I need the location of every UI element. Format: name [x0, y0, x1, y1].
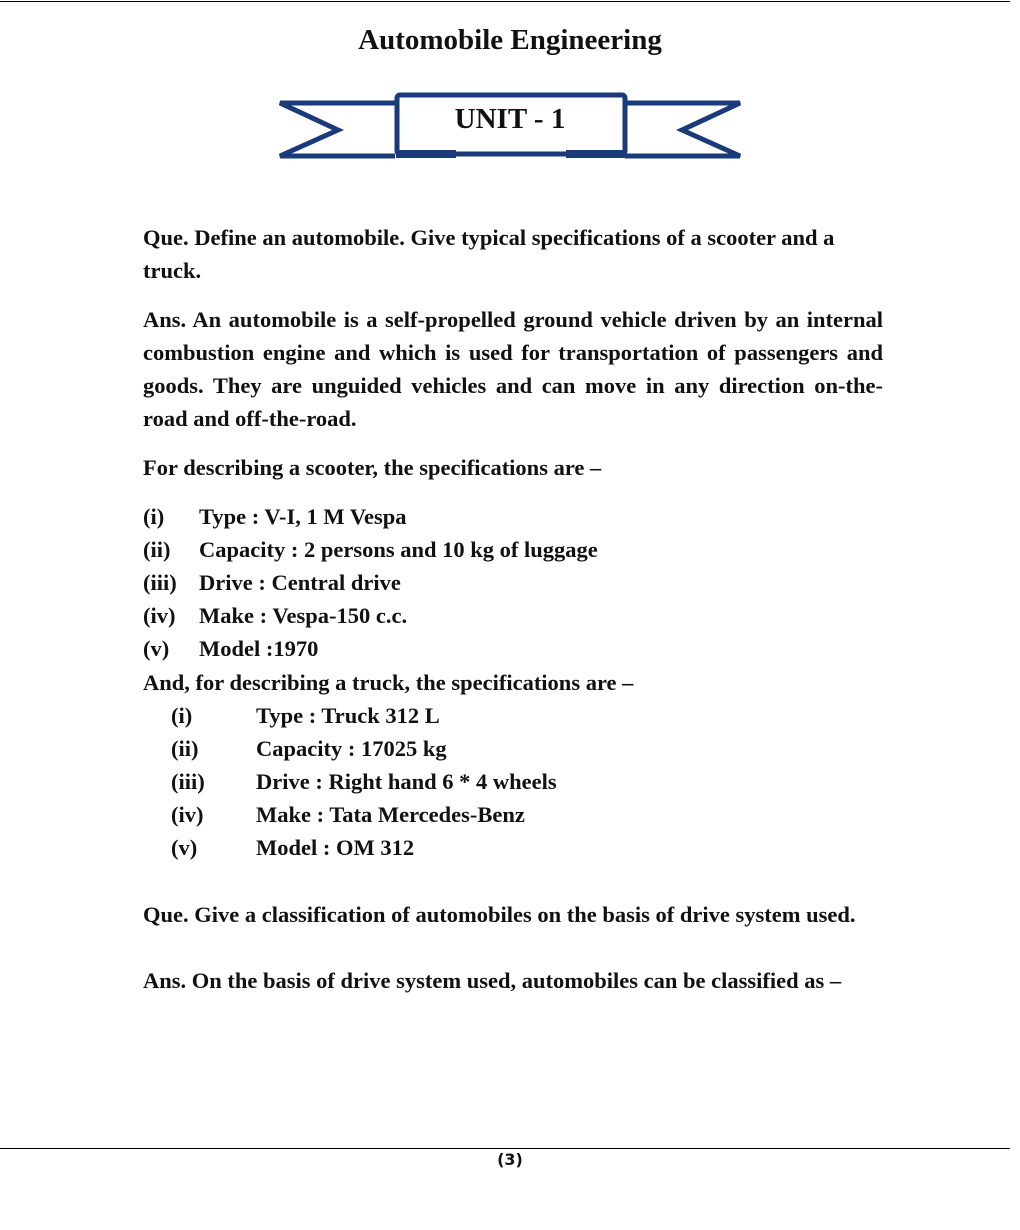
footer-rule — [0, 1148, 1010, 1149]
spec-number: (iii) — [143, 570, 177, 595]
spec-text: Model :1970 — [199, 636, 319, 661]
spec-text: Type : Truck 312 L — [256, 703, 440, 728]
unit-label: UNIT - 1 — [454, 103, 566, 135]
spec-text: Drive : Right hand 6 * 4 wheels — [256, 769, 557, 794]
truck-intro: And, for describing a truck, the specifications are – — [143, 670, 634, 695]
question-1: Que. Define an automobile. Give typical specifications of a scooter and a truck. — [143, 225, 835, 283]
spec-number: (iv) — [143, 603, 176, 628]
spec-number: (ii) — [171, 736, 199, 761]
spec-number: (iii) — [171, 769, 205, 794]
spec-text: Capacity : 17025 kg — [256, 736, 447, 761]
spec-text: Type : V-I, 1 M Vespa — [199, 504, 407, 529]
scooter-intro: For describing a scooter, the specifications are – — [143, 455, 602, 480]
spec-text: Drive : Central drive — [199, 570, 401, 595]
spec-text: Make : Vespa-150 c.c. — [199, 603, 408, 628]
spec-number: (iv) — [171, 802, 204, 827]
spec-number: (v) — [171, 835, 198, 860]
page-number: (3) — [497, 1150, 523, 1169]
answer-1: Ans. An automobile is a self-propelled ground vehicle driven by an internal combustion engine and which is used for transportation of passengers and goods. They are unguided vehicles and can move in any direction on-the-road and off-the-road. — [143, 307, 883, 431]
answer-2: Ans. On the basis of drive system used, automobiles can be classified as – — [143, 968, 842, 993]
spec-number: (v) — [143, 636, 170, 661]
spec-text: Capacity : 2 persons and 10 kg of luggage — [199, 537, 598, 562]
question-2: Que. Give a classification of automobiles on the basis of drive system used. — [143, 902, 856, 927]
top-rule — [0, 1, 1010, 2]
spec-text: Make : Tata Mercedes-Benz — [256, 802, 525, 827]
spec-number: (i) — [171, 703, 193, 728]
page-title: Automobile Engineering — [358, 24, 662, 56]
spec-number: (i) — [143, 504, 165, 529]
spec-number: (ii) — [143, 537, 171, 562]
spec-text: Model : OM 312 — [256, 835, 415, 860]
